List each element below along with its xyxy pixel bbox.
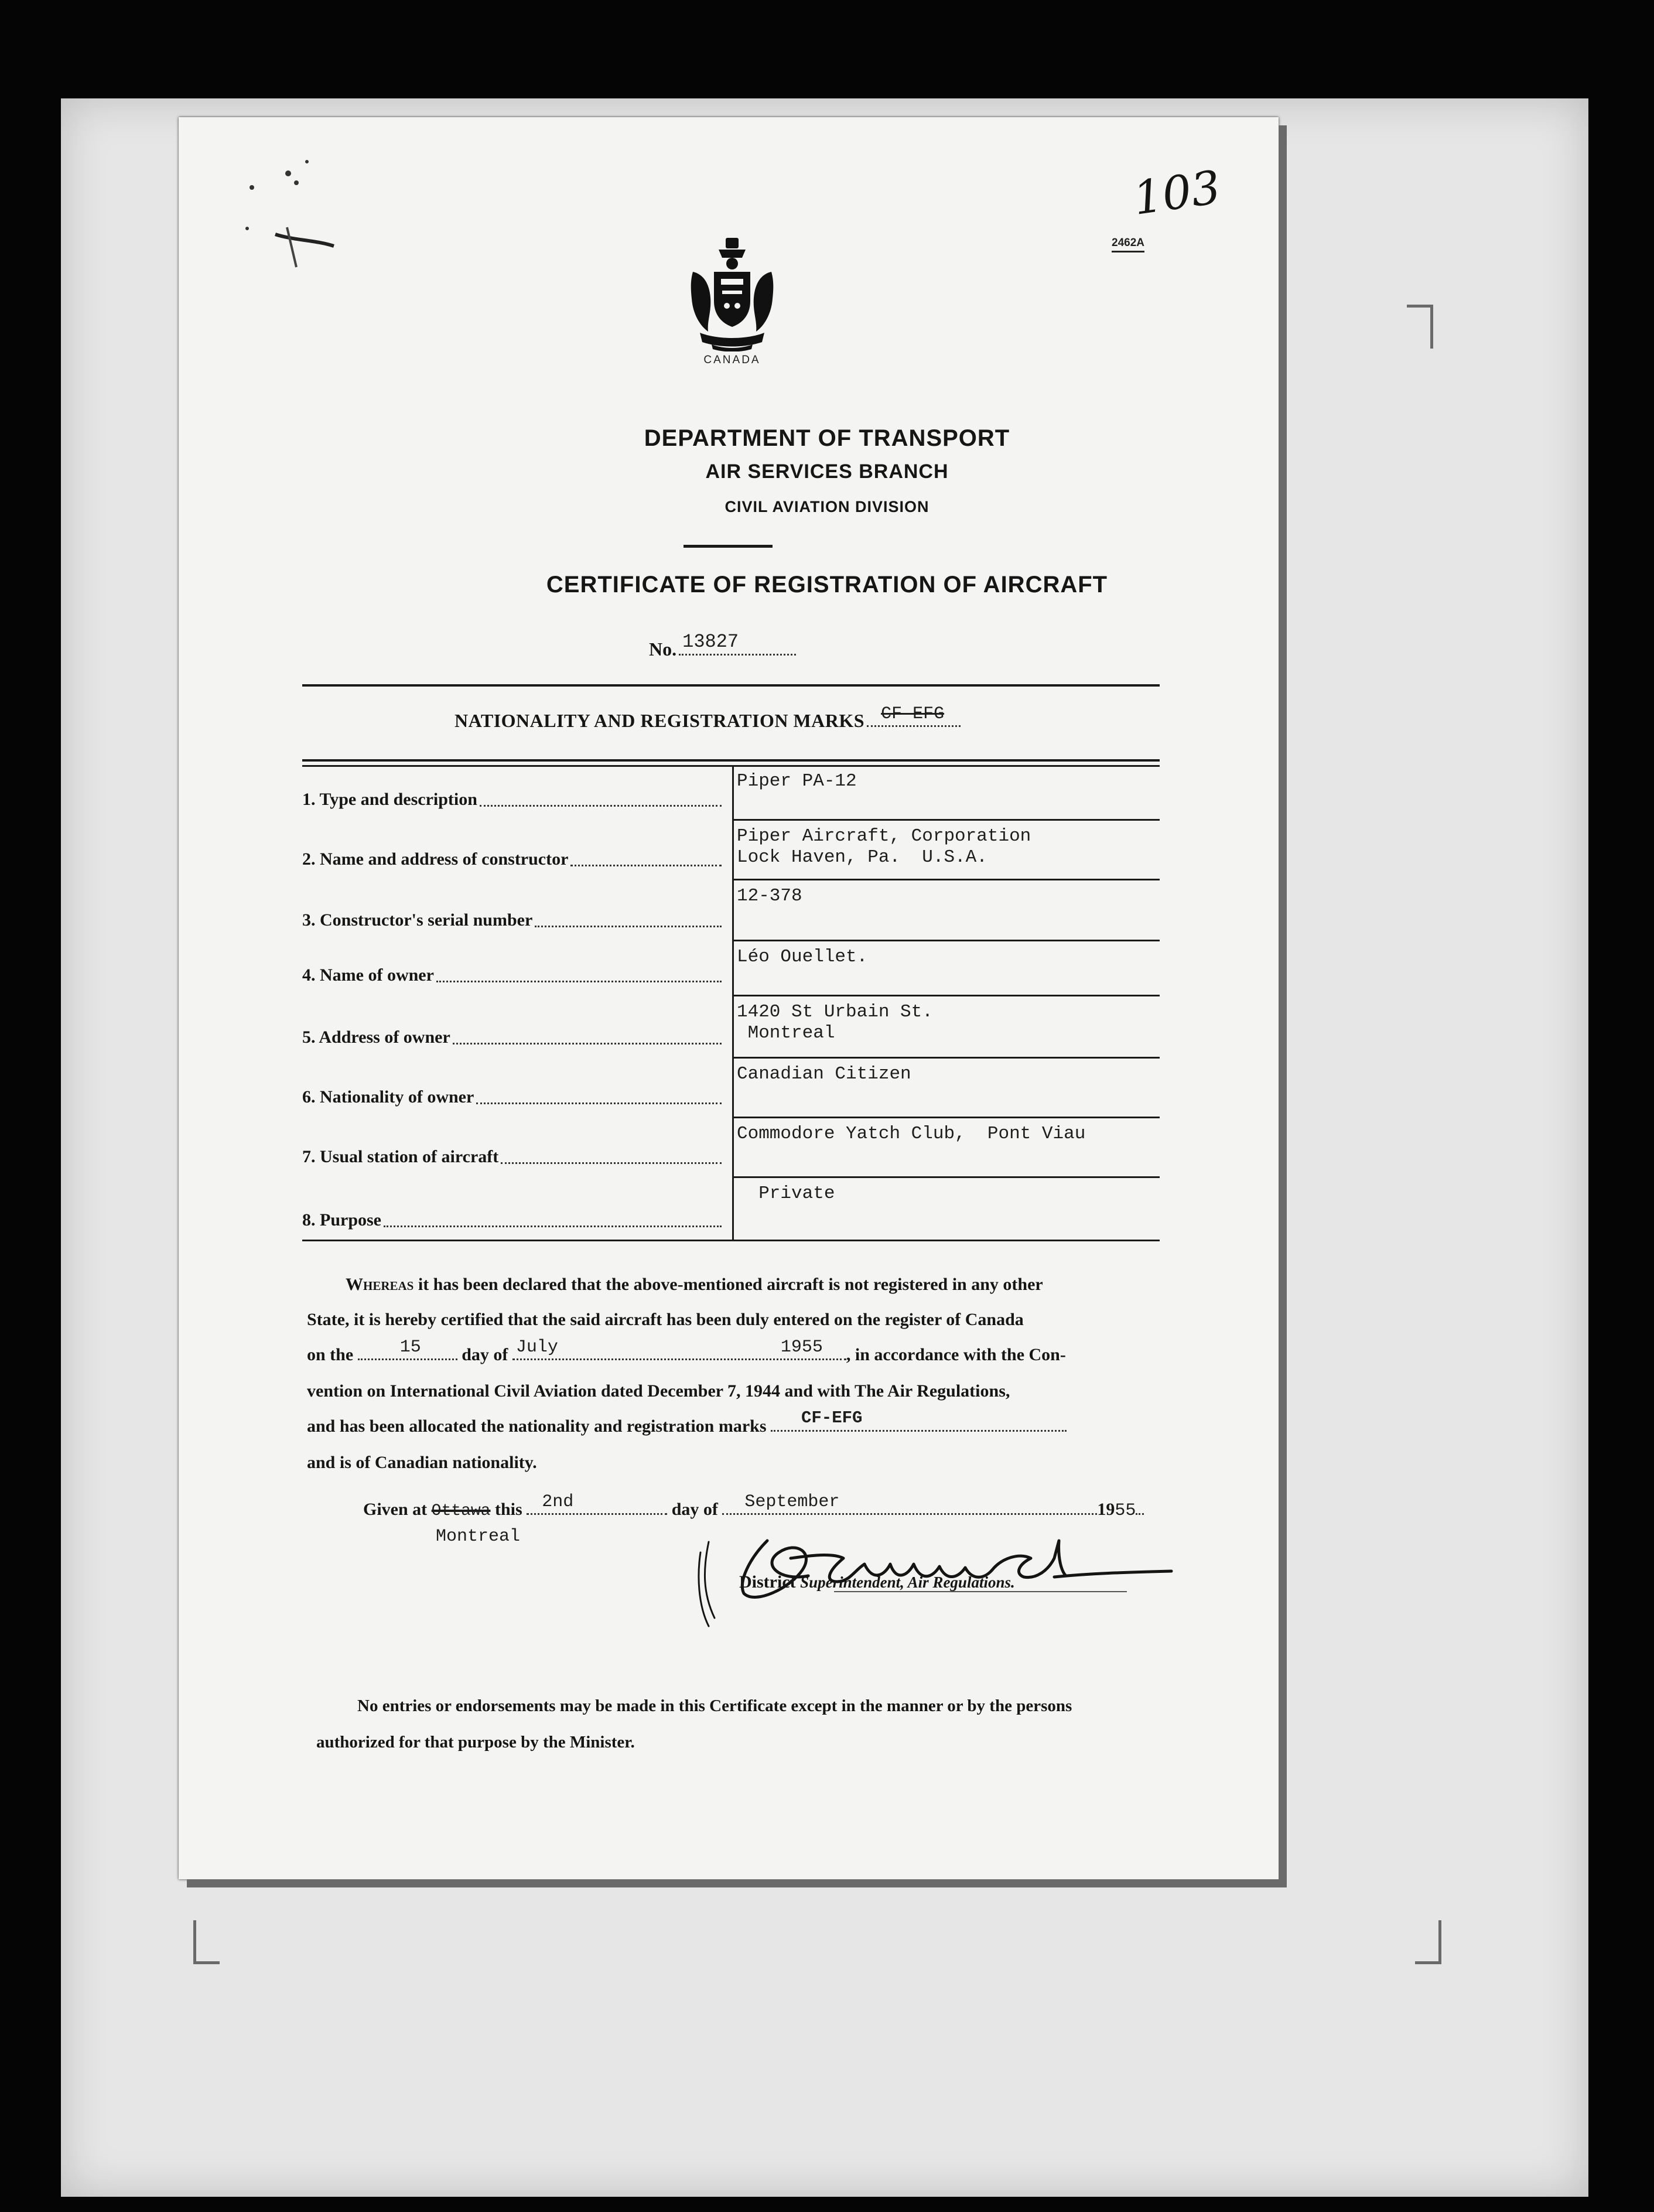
given-year: 55 xyxy=(1115,1501,1136,1521)
marks-value: CF-EFG xyxy=(881,704,945,724)
table-row-value-line: 1420 St Urbain St. xyxy=(737,1002,933,1022)
table-row-value-line: Private xyxy=(737,1183,835,1204)
table-row-label: 6. Nationality of owner xyxy=(302,1087,474,1107)
given-day-of-text: day of xyxy=(671,1500,718,1519)
table-row-leader xyxy=(501,1162,722,1164)
whereas-line-3 xyxy=(307,1337,1066,1365)
given-at-text: Given at xyxy=(363,1500,428,1519)
table-row-value-line: Léo Ouellet. xyxy=(737,947,868,967)
given-place: Montreal xyxy=(436,1527,521,1547)
number-label: No. xyxy=(649,639,677,660)
smudge-marks xyxy=(240,152,369,281)
table-row-value xyxy=(737,1124,1085,1145)
table-row-value xyxy=(737,826,1031,868)
table-row-rule xyxy=(732,1176,1160,1178)
registration-marks-line xyxy=(454,704,961,732)
table-row-label: 2. Name and address of constructor xyxy=(302,849,569,869)
table-row-label: 7. Usual station of aircraft xyxy=(302,1147,499,1166)
given-year-prefix: 19 xyxy=(1097,1500,1115,1519)
whereas-line-6: and is of Canadian nationality. xyxy=(307,1453,537,1472)
table-row-leader xyxy=(384,1226,722,1227)
division-heading: CIVIL AVIATION DIVISION xyxy=(725,498,929,516)
crop-mark-bottom-right xyxy=(1415,1920,1441,1964)
footer-line-2: authorized for that purpose by the Minister. xyxy=(316,1733,635,1752)
table-row-value-line: Canadian Citizen xyxy=(737,1064,911,1084)
department-heading: DEPARTMENT OF TRANSPORT xyxy=(644,425,1010,451)
registered-month: July xyxy=(515,1337,558,1357)
marks-label: NATIONALITY AND REGISTRATION MARKS xyxy=(454,710,865,731)
table-row-value xyxy=(737,947,867,968)
table-row-value xyxy=(737,1183,835,1204)
struck-place: Ottawa xyxy=(431,1502,491,1520)
registered-day: 15 xyxy=(399,1337,421,1357)
this-text: this xyxy=(495,1500,522,1519)
crop-mark-top-right xyxy=(1407,305,1433,349)
footer-line-1: No entries or endorsements may be made in this Certificate except in the manner or by the persons xyxy=(357,1696,1072,1715)
whereas-line-4: vention on International Civil Aviation dated December 7, 1944 and with The Air Regulations, xyxy=(307,1381,1010,1401)
table-row-leader xyxy=(436,981,722,982)
whereas-line-3-tail: , in accordance with the Con- xyxy=(846,1345,1066,1364)
table-row-rule xyxy=(732,879,1160,880)
registered-year: 1955 xyxy=(780,1337,823,1357)
number-value: 13827 xyxy=(682,631,739,653)
whereas-line-1 xyxy=(346,1275,1043,1295)
table-column-divider xyxy=(732,765,734,1241)
table-top-rule-1 xyxy=(302,759,1160,762)
table-row-leader xyxy=(476,1102,722,1104)
allocated-marks: CF-EFG xyxy=(801,1408,863,1428)
table-row-value-line: Lock Haven, Pa. U.S.A. xyxy=(737,847,987,868)
day-of-text: day of xyxy=(462,1345,508,1364)
marks-top-rule xyxy=(302,684,1160,687)
table-row-label: 1. Type and description xyxy=(302,790,477,809)
table-row-leader xyxy=(480,805,722,807)
table-top-rule-2 xyxy=(302,765,1160,767)
branch-heading: AIR SERVICES BRANCH xyxy=(705,460,949,483)
whereas-line-5-text: and has been allocated the nationality and registration marks xyxy=(307,1416,767,1436)
table-row-value-line: Piper Aircraft, Corporation xyxy=(737,826,1031,846)
given-month: September xyxy=(744,1492,840,1512)
table-row-value-line: 12-378 xyxy=(737,886,802,906)
table-row-rule xyxy=(732,940,1160,941)
table-row-rule xyxy=(302,1240,1160,1241)
table-row-label: 4. Name of owner xyxy=(302,965,434,985)
table-row-leader xyxy=(453,1043,722,1044)
whereas-line-5 xyxy=(307,1408,1067,1436)
table-row-label: 5. Address of owner xyxy=(302,1028,450,1047)
table-row-value xyxy=(737,1002,933,1044)
signature-rule xyxy=(834,1591,1127,1592)
coat-of-arms-icon xyxy=(688,237,776,351)
table-row-rule xyxy=(732,1057,1160,1059)
on-the-text: on the xyxy=(307,1345,354,1364)
crest-caption: CANADA xyxy=(703,354,761,366)
whereas-line-2: State, it is hereby certified that the said aircraft has been duly entered on the register of Canada xyxy=(307,1310,1024,1329)
handwritten-page-number: 103 xyxy=(1130,161,1224,226)
whereas-line-1-text: it has been declared that the above-mentioned aircraft is not registered in any other xyxy=(418,1275,1043,1294)
table-row-rule xyxy=(732,1117,1160,1118)
table-row-value xyxy=(737,886,802,907)
table-row-rule xyxy=(732,819,1160,821)
table-row-leader xyxy=(570,865,722,866)
table-row-value-line: Montreal xyxy=(737,1023,835,1043)
signature-title: Superintendent, Air Regulations. xyxy=(800,1573,1015,1591)
table-row-label: 8. Purpose xyxy=(302,1210,381,1230)
crop-mark-bottom-left xyxy=(193,1920,220,1964)
whereas-lead: Whereas xyxy=(346,1275,414,1294)
table-row-rule xyxy=(732,995,1160,996)
table-row-value-line: Commodore Yatch Club, Pont Viau xyxy=(737,1124,1086,1144)
given-day: 2nd xyxy=(542,1492,574,1512)
table-row-value-line: Piper PA-12 xyxy=(737,771,857,791)
table-row-value xyxy=(737,771,857,792)
certificate-number xyxy=(649,631,796,660)
signature-prefix: District xyxy=(739,1572,796,1592)
signature-line xyxy=(739,1572,1015,1592)
heading-rule xyxy=(684,545,773,548)
certificate-title: CERTIFICATE OF REGISTRATION OF AIRCRAFT xyxy=(546,572,1108,598)
table-row-label: 3. Constructor's serial number xyxy=(302,910,533,930)
table-row-value xyxy=(737,1064,911,1085)
form-number: 2462A xyxy=(1112,237,1144,252)
table-row-leader xyxy=(535,926,722,927)
